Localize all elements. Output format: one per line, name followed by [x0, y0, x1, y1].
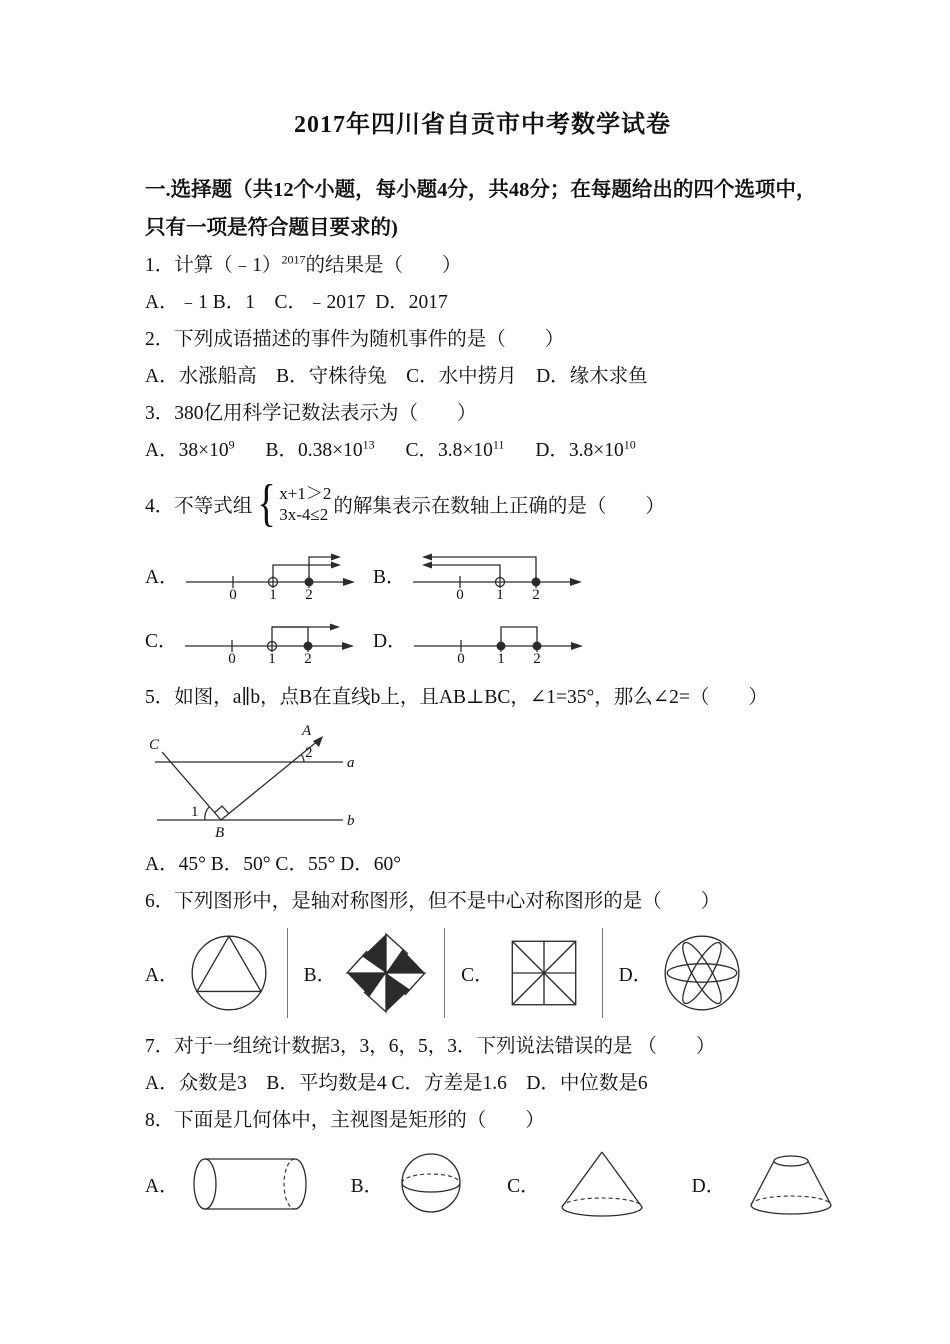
q2-options: A．水涨船高 B．守株待兔 C．水中捞月 D．缘木求鱼 — [145, 366, 648, 387]
q4-suffix: 的解集表示在数轴上正确的是（ ） — [333, 496, 665, 517]
q3-stem: 3．380亿用科学记数法表示为（ ） — [145, 403, 477, 424]
q6-option-d-label: D． — [618, 965, 653, 986]
cone-figure — [546, 1147, 658, 1221]
q1-stem-prefix: 1．计算（﹣1） — [145, 255, 282, 276]
numberline-b-tick-1: 1 — [495, 587, 504, 601]
cylinder-svg — [185, 1151, 317, 1217]
q7-stem: 7．对于一组统计数据3，3，6，5，3．下列说法错误的是 （ ） — [145, 1036, 716, 1057]
numberline-b-figure — [410, 549, 588, 601]
q4-option-b-label: B． — [373, 567, 406, 588]
q1-stem — [145, 247, 820, 284]
q8-option-c — [507, 1147, 658, 1221]
figure-angle1-label: 1 — [191, 804, 199, 820]
figure-line-b-label: b — [347, 813, 355, 829]
q3-option-d — [535, 437, 636, 461]
q2-stem: 2．下列成语描述的事件为随机事件的是（ ） — [145, 329, 565, 350]
q6-option-c-label: C． — [461, 965, 494, 986]
numberline-b-tick-2: 2 — [531, 587, 540, 601]
q4-stem — [145, 471, 820, 537]
q6-option-c — [461, 928, 619, 1018]
q4-inequality-top: x+1＞2 — [279, 484, 332, 503]
q4-option-b — [373, 549, 591, 601]
q4-option-c-label: C． — [145, 631, 178, 652]
q1-options: A．﹣1 B．1 C．﹣2017 D．2017 — [145, 292, 448, 313]
q8-option-b — [351, 1149, 474, 1219]
q8-option-a — [145, 1151, 317, 1217]
q4-option-d — [373, 613, 591, 665]
q6-option-b-label: B． — [303, 965, 337, 986]
numberline-c-tick-0: 0 — [227, 651, 236, 665]
flower-circle-figure — [658, 928, 746, 1018]
brace-glyph: { — [257, 475, 277, 532]
q3-option-b — [265, 437, 375, 461]
numberline-d-tick-1: 1 — [496, 651, 505, 665]
pinwheel-svg — [342, 928, 430, 1018]
frustum-svg — [731, 1149, 853, 1219]
q8-option-c-label: C． — [507, 1176, 540, 1197]
numberline-d-tick-0: 0 — [456, 651, 465, 665]
q3-option-c-exponent: 11 — [492, 437, 505, 452]
q6-stem: 6．下列图形中，是轴对称图形，但不是中心对称图形的是（ ） — [145, 891, 721, 912]
q3-option-a-label: A． — [145, 440, 179, 461]
numberline-d-figure — [411, 613, 589, 665]
square-diagonals-figure — [500, 928, 603, 1018]
q4-option-c — [145, 613, 363, 665]
square-diagonals-svg — [500, 928, 588, 1018]
q8-option-a-label: A． — [145, 1176, 179, 1197]
section-heading-line1: 一.选择题（共12个小题，每小题4分，共48分；在每题给出的四个选项中， — [145, 179, 817, 201]
q4-numberline-options — [145, 549, 820, 665]
flower-circle-svg — [658, 928, 746, 1018]
circle-triangle-svg — [185, 928, 273, 1018]
figure-point-a-label: A — [302, 723, 312, 739]
figure-angle2-label: 2 — [305, 745, 313, 761]
frustum-figure — [731, 1149, 853, 1219]
q3-option-d-label: D． — [535, 440, 569, 461]
numberline-d-tick-2: 2 — [532, 651, 541, 665]
numberline-c-tick-1: 1 — [267, 651, 276, 665]
inequality-system — [254, 475, 332, 532]
q3-option-b-label: B． — [265, 440, 298, 461]
q3-option-a-exponent: 9 — [228, 437, 235, 452]
numberline-a-figure — [183, 549, 361, 601]
q8-stem: 8．下面是几何体中，主视图是矩形的（ ） — [145, 1110, 545, 1131]
numberline-b-tick-0: 0 — [455, 587, 464, 601]
parallel-lines-figure — [145, 722, 360, 842]
q6-option-a-label: A． — [145, 965, 179, 986]
q1-exponent: 2017 — [281, 252, 306, 267]
cylinder-figure — [185, 1151, 317, 1217]
q8-option-b-label: B． — [350, 1176, 384, 1197]
q3-option-b-base: 0.38×10 — [297, 440, 363, 461]
q4-prefix: 4．不等式组 — [145, 496, 253, 517]
q3-option-c — [405, 437, 505, 461]
numberline-c-figure — [182, 613, 360, 665]
q3-option-d-base: 3.8×10 — [568, 440, 624, 461]
q5-stem: 5．如图，a∥b，点B在直线b上，且AB⊥BC，∠1=35°，那么∠2=（ ） — [145, 687, 768, 708]
pinwheel-figure — [342, 928, 445, 1018]
q6-option-d — [619, 928, 747, 1018]
cone-svg — [546, 1147, 658, 1221]
q5-options: A．45° B．50° C．55° D．60° — [145, 854, 401, 875]
numberline-a-tick-2: 2 — [304, 587, 313, 601]
q6-figures — [145, 928, 820, 1018]
circle-triangle-figure — [185, 928, 288, 1018]
q4-option-a — [145, 549, 363, 601]
q4-option-d-label: D． — [373, 631, 407, 652]
q3-option-d-exponent: 10 — [623, 437, 636, 452]
sphere-figure — [389, 1149, 473, 1219]
q6-option-a — [145, 928, 304, 1018]
q8-option-d-label: D． — [691, 1176, 726, 1197]
section-heading-line2: 只有一项是符合题目要求的) — [145, 217, 398, 239]
q8-option-d — [692, 1149, 854, 1219]
q7-options: A．众数是3 B．平均数是4 C．方差是1.6 D．中位数是6 — [145, 1073, 648, 1094]
figure-point-b-label: B — [215, 825, 225, 841]
q3-option-a — [145, 437, 235, 461]
q3-option-a-base: 38×10 — [178, 440, 229, 461]
q6-option-b — [304, 928, 462, 1018]
q1-stem-suffix: 的结果是（ ） — [305, 255, 462, 276]
q4-inequality-bottom: 3x-4≤2 — [279, 505, 329, 524]
q3-option-b-exponent: 13 — [362, 437, 375, 452]
inequality-stack — [279, 483, 331, 525]
q4-option-a-label: A． — [145, 567, 179, 588]
q3-options — [145, 432, 820, 469]
q3-option-c-base: 3.8×10 — [438, 440, 493, 461]
numberline-a-tick-0: 0 — [228, 587, 237, 601]
numberline-a-tick-1: 1 — [268, 587, 277, 601]
page-title: 2017年四川省自贡市中考数学试卷 — [294, 112, 671, 138]
sphere-svg — [389, 1149, 473, 1219]
figure-point-c-label: C — [149, 737, 160, 753]
numberline-c-tick-2: 2 — [303, 651, 312, 665]
q8-figures — [145, 1147, 820, 1221]
figure-line-a-label: a — [347, 755, 355, 771]
q5-figure-wrap — [145, 722, 820, 842]
q3-option-c-label: C． — [405, 440, 438, 461]
